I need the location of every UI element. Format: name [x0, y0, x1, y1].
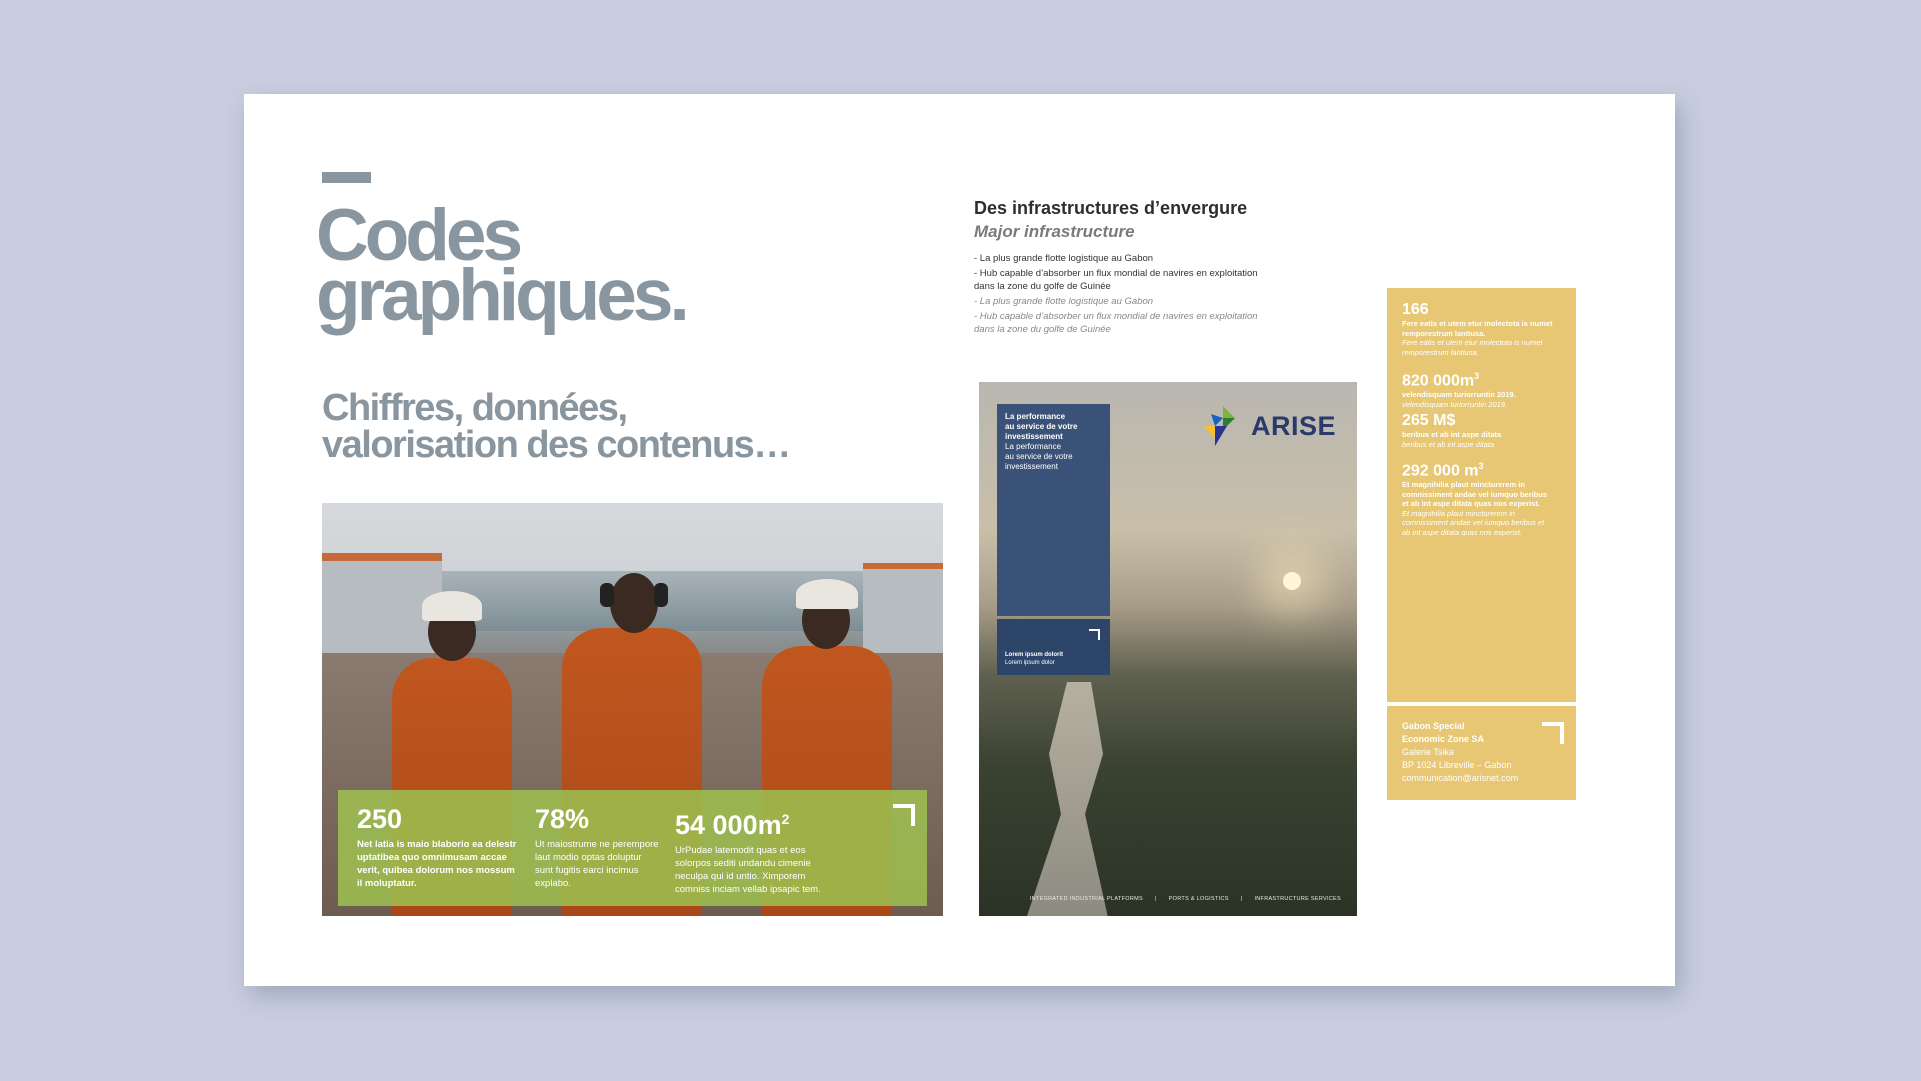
panel-line: La performance: [1005, 442, 1062, 451]
key-figure: [1402, 412, 1564, 449]
subpanel-line: Lorem ipsum dolor: [1005, 660, 1055, 666]
infra-title: Des infrastructures d’envergure: [974, 198, 1248, 218]
presentation-slide: [244, 94, 1675, 986]
infra-subtitle: Major infrastructure: [974, 222, 1135, 241]
brochure-cover: [979, 382, 1357, 916]
sun-glow: [1283, 572, 1301, 590]
stat-block: [535, 804, 660, 890]
infra-bullet-list: [974, 252, 1274, 338]
subtitle-line-2: valorisation des contenus…: [322, 424, 790, 466]
workers-photo: [322, 503, 943, 916]
footer-separator: |: [1154, 896, 1157, 902]
arise-logo: [1201, 404, 1336, 448]
stat-value: 250: [357, 804, 403, 834]
footer-item: INTEGRATED INDUSTRIAL PLATFORMS: [1029, 896, 1143, 902]
stat-description: Net latia is maio blaborio ea delestr uptatibea quo omnimusam accae verit, quibea dolorum nos mossum il moluptatur.: [357, 839, 517, 889]
list-item: - La plus grande flotte logistique au Gabon: [974, 253, 1154, 264]
list-item: - Hub capable d’absorber un flux mondial de navires en exploitation dans la zone du golfe de Guinée: [974, 311, 1258, 335]
stats-band: [338, 790, 927, 906]
brochure-blue-subpanel: [997, 619, 1110, 675]
panel-bold-line: au service de votre: [1005, 422, 1078, 431]
key-figure: [1402, 301, 1564, 357]
panel-line: investissement: [1005, 462, 1058, 471]
panel-line: au service de votre: [1005, 452, 1073, 461]
subtitle-line-1: Chiffres, données,: [322, 387, 627, 429]
title-line-2: graphiques.: [316, 255, 686, 336]
key-figure: [1402, 457, 1552, 537]
key-figures-panel: [1387, 288, 1576, 702]
figure-desc-italic: velendisquam turiorruntin 2019.: [1402, 399, 1508, 409]
figure-desc: Et magnihilia plaut mincturerem in comnissiment andae vel iumquo beribus et ab int aspe ditata quas nos experist.: [1402, 480, 1548, 509]
figure-desc-italic: beribus et ab int aspe ditata: [1402, 439, 1495, 449]
figure-value: 265 M$: [1402, 412, 1456, 429]
stat-description: Ut maiostrume ne perempore laut modio optas doluptur sunt fugitis earci incimus explabo.: [535, 839, 659, 889]
list-item: - Hub capable d’absorber un flux mondial de navires en exploitation dans la zone du golfe de Guinée: [974, 268, 1258, 292]
figure-value: 166: [1402, 301, 1429, 318]
stat-block: [675, 804, 835, 896]
brochure-blue-panel: [997, 404, 1110, 616]
corner-arrow-icon: [893, 804, 915, 826]
panel-bold-line: La performance: [1005, 412, 1066, 421]
stat-description: UrPudae latemodit quas et eos solorpos sediti undandu cimenie neculpa qui id untio. Ximporem comniss inciam vellab ipsapic tem.: [675, 845, 821, 895]
brochure-footer: [979, 896, 1357, 902]
contact-company: Gabon Special: [1402, 721, 1465, 731]
corner-arrow-icon: [1542, 722, 1564, 744]
contact-address: Galerie Tsika: [1402, 747, 1454, 757]
key-figure: [1402, 367, 1564, 409]
footer-item: INFRASTRUCTURE SERVICES: [1254, 896, 1341, 902]
contact-address: BP 1024 Libreville – Gabon: [1402, 760, 1512, 770]
arise-logo-icon: [1201, 404, 1245, 448]
contact-company: Economic Zone SA: [1402, 734, 1485, 744]
title-dash-accent: [322, 172, 371, 183]
figure-value: 820 $000m^3$: [1402, 371, 1480, 390]
logo-wordmark: ARISE: [1251, 410, 1337, 441]
figure-desc: beribus et ab int aspe ditata: [1402, 430, 1502, 439]
title-line-1: Codes: [316, 195, 520, 276]
stat-value: 78%: [535, 804, 590, 834]
page-title: [316, 195, 686, 336]
contact-panel: [1387, 706, 1576, 800]
figure-desc: velendisquam turiorruntin 2019.: [1402, 390, 1516, 400]
panel-bold-line: investissement: [1005, 432, 1063, 441]
subpanel-bold-line: Lorem ipsum dolorit: [1005, 652, 1064, 658]
corner-arrow-icon: [1089, 629, 1100, 640]
page-subtitle: [322, 387, 790, 466]
footer-separator: |: [1240, 896, 1243, 902]
footer-item: PORTS & LOGISTICS: [1168, 896, 1229, 902]
figure-desc-italic: Fere eatis et utem etur molectota is numet remporestrum lantiusa.: [1402, 338, 1543, 357]
figure-desc-italic: Et magnihilia plaut mincturerem in comnissiment andae vel iumquo beribus et ab int aspe ditata quas nos experist.: [1402, 508, 1545, 537]
river-image: [1019, 682, 1139, 916]
contact-email[interactable]: communication@arisnet.com: [1402, 773, 1519, 783]
stat-value: 54 $000m^2$: [675, 810, 790, 840]
stat-block: [357, 804, 517, 890]
figure-value: 292 000 $m^3$: [1402, 461, 1484, 480]
list-item: - La plus grande flotte logistique au Gabon: [974, 296, 1154, 307]
figure-desc: Fere eatis et utem etur molectota is numet remporestrum lantiusa.: [1402, 319, 1553, 338]
